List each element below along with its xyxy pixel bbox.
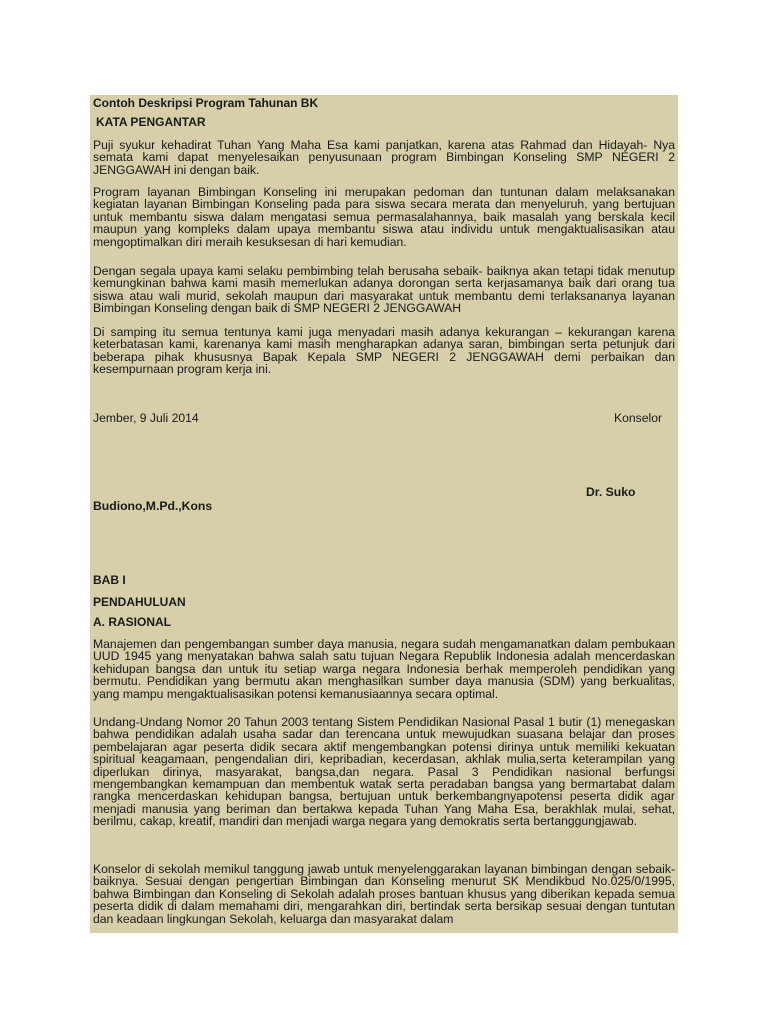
signer-name-first: Dr. Suko — [586, 485, 636, 499]
bab-paragraph-1: Manajemen dan pengembangan sumber daya manusia, negara sudah mengamanatkan dalam pembukaan UUD 1945 yang menyatakan bahwa salah satu tujuan Negara Republik Indonesia adalah mencerdaskan kehidupan bangsa dan untuk itu setiap warga negara Indonesia berhak memperoleh pendidikan yang bermutu. Pendidikan yang bermutu akan menghasilkan sumber daya manusia (SDM) yang berkualitas, yang mampu mengaktualisasikan potensi kemanusiaannya secara optimal. — [93, 637, 675, 701]
bab-paragraph-3: Konselor di sekolah memikul tanggung jawab untuk menyelenggarakan layanan bimbingan dengan sebaik-baiknya. Sesuai dengan pengertian Bimbingan dan Konseling menurut SK Mendikbud No.025/0/1995, bahwa Bimbingan dan Konseling di Sekolah adalah proses bantuan khusus yang diberikan kepada semua peserta didik di dalam memahami diri, mengarahkan diri, bertindak serta bersikap sesuai dengan tuntutan dan keadaan lingkungan Sekolah, keluarga dan masyarakat dalam — [93, 862, 675, 926]
intro-paragraph-4: Di samping itu semua tentunya kami juga menyadari masih adanya kekurangan – kekurangan karena keterbatasan kami, karenanya kami masih mengharapkan adanya saran, bimbingan serta petunjuk dari beberapa pihak khususnya Bapak Kepala SMP NEGERI 2 JENGGAWAH demi perbaikan dan kesempurnaan program kerja ini. — [93, 325, 675, 377]
signer-name-second: Budiono,M.Pd.,Kons — [93, 499, 213, 513]
intro-paragraph-1: Puji syukur kehadirat Tuhan Yang Maha Esa kami panjatkan, karena atas Rahmad dan Hidayah- Nya semata kami dapat menyelesaikan penyusunaan program Bimbingan Konseling SMP NEGERI 2 JENGGAWAH ini dengan baik. — [93, 138, 675, 177]
signer-role: Konselor — [614, 411, 663, 425]
bab-paragraph-2: Undang-Undang Nomor 20 Tahun 2003 tentang Sistem Pendidikan Nasional Pasal 1 butir (1) menegaskan bahwa pendidikan adalah usaha sadar dan terencana untuk mewujudkan suasana belajar dan proses pembelajaran agar peserta didik secara aktif mengembangkan potensi dirinya untuk memiliki kekuatan spiritual keagamaan, pengendalian diri, kepribadian, kecerdasan, akhlak mulia,serta keterampilan yang diperlukan dirinya, masyarakat, bangsa,dan negara. Pasal 3 Pendidikan nasional berfungsi mengembangkan kemampuan dan membentuk watak serta peradaban bangsa yang bermartabat dalam rangka mencerdaskan kehidupan bangsa, bertujuan untuk berkembangnyapotensi peserta didik agar menjadi manusia yang beriman dan bertakwa kepada Tuhan Yang Maha Esa, berakhlak mulai, sehat, berilmu, cakap, kreatif, mandiri dan menjadi warga negara yang demokratis serta bertanggungjawab. — [93, 715, 675, 829]
bab-title: PENDAHULUAN — [93, 595, 186, 609]
kata-pengantar-heading: KATA PENGANTAR — [96, 115, 206, 129]
document-page — [90, 95, 678, 933]
section-a-heading: A. RASIONAL — [93, 615, 171, 629]
intro-paragraph-2: Program layanan Bimbingan Konseling ini merupakan pedoman dan tuntunan dalam melaksanakan kegiatan layanan Bimbingan Konseling pada para siswa secara merata dan menyeluruh, yang bertujuan untuk membantu siswa dalam mengatasi semua permasalahannya, baik masalah yang berskala kecil maupun yang kompleks dalam upaya membantu siswa atau individu untuk mengaktualisasikan atau mengoptimalkan diri meraih kesuksesan di hari kemudian. — [93, 185, 675, 249]
intro-paragraph-3: Dengan segala upaya kami selaku pembimbing telah berusaha sebaik- baiknya akan tetapi tidak menutup kemungkinan bahwa kami masih memerlukan adanya dorongan serta kerjasamanya baik dari orang tua siswa atau wali murid, sekolah maupun dari masyarakat untuk membantu demi terlaksananya layanan Bimbingan Konseling dengan baik di SMP NEGERI 2 JENGGAWAH — [93, 264, 675, 316]
bab-label: BAB I — [93, 573, 126, 587]
document-title: Contoh Deskripsi Program Tahunan BK — [93, 96, 319, 110]
place-date: Jember, 9 Juli 2014 — [93, 411, 199, 425]
